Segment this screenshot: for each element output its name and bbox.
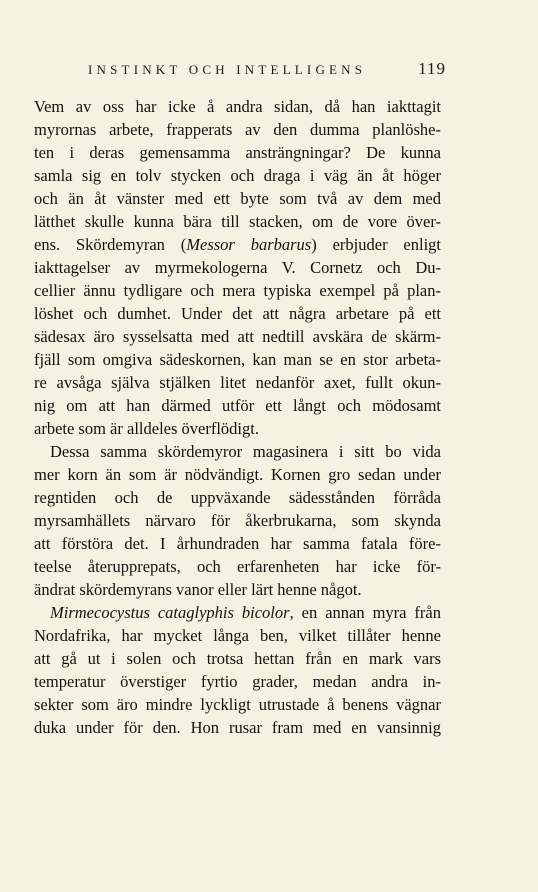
- text-segment: ) erbjuder enligt: [311, 235, 442, 254]
- text-line: re avsåga själva stjälken litet nedanför axet, fullt okun-: [34, 373, 441, 392]
- text-line: teelse återupprepats, och erfarenheten har icke för-: [34, 557, 441, 576]
- text-segment: , en annan myra från: [289, 603, 441, 622]
- species-name: Messor barbarus: [186, 235, 312, 254]
- running-head: INSTINKT OCH INTELLIGENS: [88, 62, 367, 77]
- text-line: sekter som äro mindre lyckligt utrustade å benens vägnar: [34, 695, 441, 714]
- text-line: nig om att han därmed utför ett långt och mödosamt: [34, 396, 441, 415]
- text-line: regntiden och de uppväxande sädesstånden förråda: [34, 488, 441, 507]
- text-line: fjäll som omgiva sädeskornen, kan man se en stor arbeta-: [34, 350, 441, 369]
- text-line: och än åt vänster med ett byte som två av dem med: [34, 189, 441, 208]
- species-name: Mirmecocystus cataglyphis bicolor: [50, 603, 290, 622]
- text-line: cellier ännu tydligare och mera typiska exempel på plan-: [34, 281, 441, 300]
- text-line: sädesax äro sysselsatta med att nedtill avskära de skärm-: [34, 327, 441, 346]
- page-number: 119: [418, 59, 446, 78]
- text-line: löshet och dumhet. Under det att några arbetare på ett: [34, 304, 441, 323]
- text-line: [34, 601, 441, 624]
- text-line: myrornas arbete, frapperats av den dumma planlöshe-: [34, 120, 441, 139]
- text-line: mer korn än som är nödvändigt. Kornen gro sedan under: [34, 465, 441, 484]
- page-header: [88, 59, 446, 82]
- text-line: iakttagelser av myrmekologerna V. Cornetz och Du-: [34, 258, 441, 277]
- text-line: myrsamhällets närvaro för åkerbrukarna, som skynda: [34, 511, 441, 530]
- body-text: [34, 95, 441, 739]
- text-line: Dessa samma skördemyror magasinera i sitt bo vida: [50, 442, 441, 461]
- text-line: samla sig en tolv stycken och draga i väg än åt höger: [34, 166, 441, 185]
- text-line: att gå ut i solen och trotsa hettan från en mark vars: [34, 649, 441, 668]
- text-line: Vem av oss har icke å andra sidan, då han iakttagit: [34, 97, 441, 116]
- text-line: arbete som är alldeles överflödigt.: [34, 419, 259, 438]
- text-line: att förstöra det. I århundraden har samma fatala före-: [34, 534, 441, 553]
- text-line: [34, 233, 441, 256]
- text-segment: Skördemyran (: [76, 235, 187, 254]
- text-segment: ens.: [34, 235, 61, 254]
- text-line: Nordafrika, har mycket långa ben, vilket tillåter henne: [34, 626, 441, 645]
- text-line: ten i deras gemensamma ansträngningar? De kunna: [34, 143, 441, 162]
- text-line: ändrat skördemyrans vanor eller lärt henne något.: [34, 580, 362, 599]
- text-line: temperatur överstiger fyrtio grader, medan andra in-: [34, 672, 441, 691]
- text-line: duka under för den. Hon rusar fram med en vansinnig: [34, 718, 441, 737]
- text-line: lätthet skulle kunna bära till stacken, om de vore över-: [34, 212, 441, 231]
